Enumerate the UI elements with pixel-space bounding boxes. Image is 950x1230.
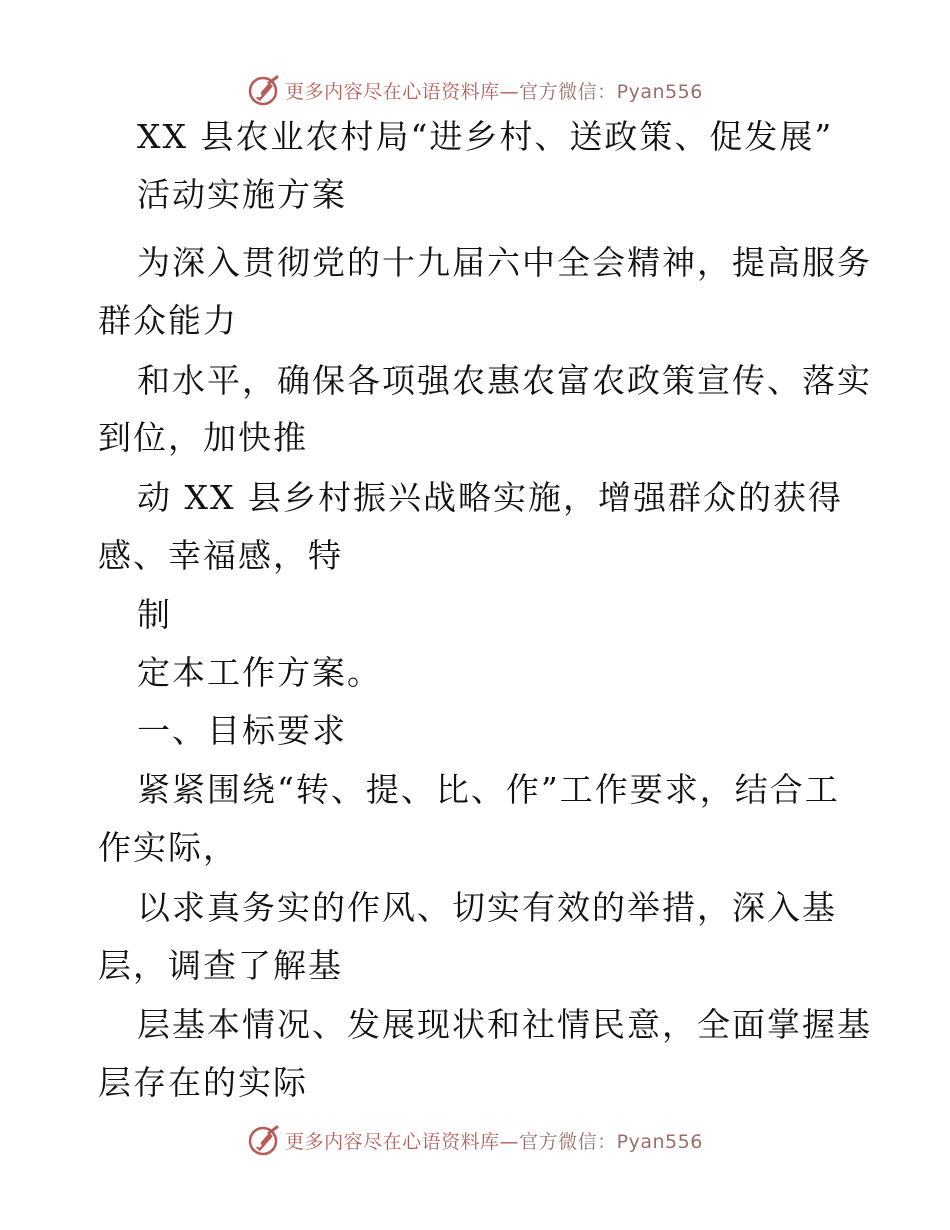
doc-line: 和水平，确保各项强农惠农富农政策宣传、落实: [137, 361, 872, 400]
doc-line: 感、幸福感，特: [98, 536, 343, 575]
doc-title-line-1: XX 县农业农村局“进乡村、送政策、促发展”: [137, 117, 834, 156]
doc-line: 动 XX 县乡村振兴战略实施，增强群众的获得: [137, 478, 843, 517]
doc-line: 以求真务实的作风、切实有效的举措，深入基: [137, 888, 837, 927]
doc-title-line-2: 活动实施方案: [137, 175, 347, 214]
doc-line: 层存在的实际: [98, 1063, 308, 1102]
watermark-banner-bottom: [0, 1120, 950, 1160]
watermark-text: 更多内容尽在心语资料库—官方微信：Pyan556: [285, 1130, 703, 1153]
section-heading: 一、目标要求: [137, 711, 347, 750]
doc-line: 层，调查了解基: [98, 946, 343, 985]
watermark-text: 更多内容尽在心语资料库—官方微信：Pyan556: [285, 80, 703, 103]
doc-line: 制: [137, 595, 172, 634]
doc-line: 层基本情况、发展现状和社情民意，全面掌握基: [137, 1005, 872, 1044]
watermark-banner-top: [0, 70, 950, 110]
doc-line: 定本工作方案。: [137, 653, 382, 692]
doc-line: 紧紧围绕“转、提、比、作”工作要求，结合工: [137, 770, 840, 809]
doc-line: 到位，加快推: [98, 418, 308, 457]
pen-logo-icon: [247, 73, 281, 107]
doc-line: 作实际，: [98, 828, 238, 867]
doc-line: 群众能力: [98, 301, 238, 340]
pen-logo-icon: [247, 1123, 281, 1157]
doc-line: 为深入贯彻党的十九届六中全会精神，提高服务: [137, 243, 872, 282]
